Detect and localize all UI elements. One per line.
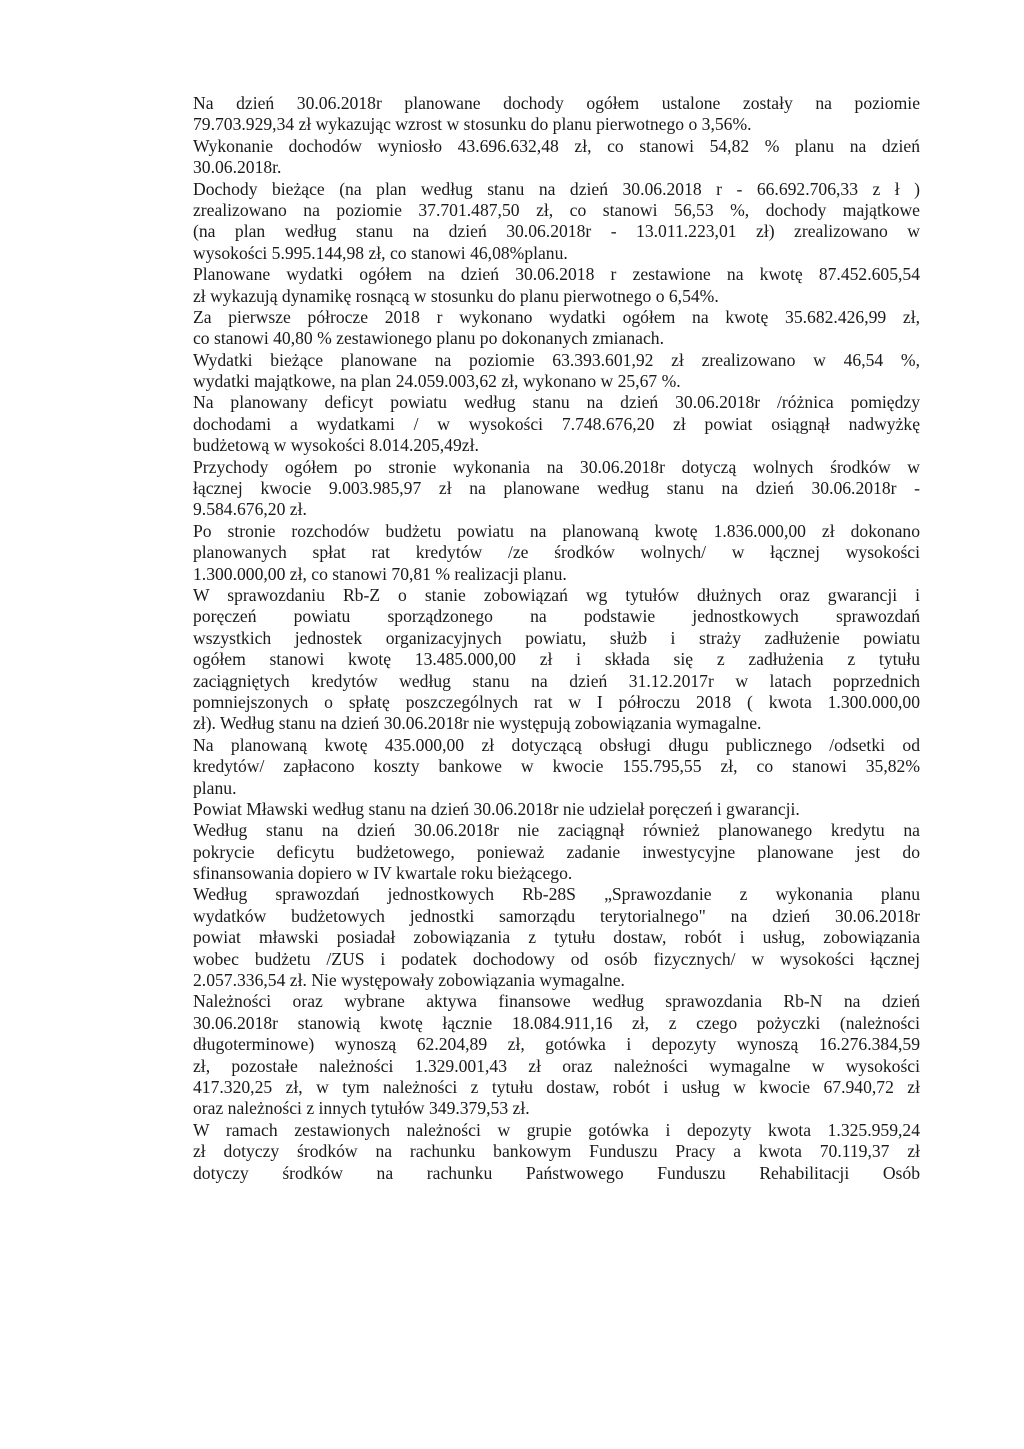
text-line: dotyczy środków na rachunku Państwowego Funduszu Rehabilitacji Osób [193,1162,920,1183]
text-line: Planowane wydatki ogółem na dzień 30.06.2018 r zestawione na kwotę 87.452.605,54 [193,264,920,285]
text-line: W ramach zestawionych należności w grupie gotówka i depozyty kwota 1.325.959,24 [193,1119,920,1140]
text-line: Należności oraz wybrane aktywa finansowe według sprawozdania Rb-N na dzień [193,991,920,1012]
text-line: zł wykazują dynamikę rosnącą w stosunku do planu pierwotnego o 6,54%. [193,285,719,306]
text-line: wydatki majątkowe, na plan 24.059.003,62 zł, wykonano w 25,67 %. [193,371,681,392]
text-line: 30.06.2018r stanowią kwotę łącznie 18.084.911,16 zł, z czego pożyczki (należności [193,1012,920,1033]
text-line: 9.584.676,20 zł. [193,499,307,520]
text-line: poręczeń powiatu sporządzonego na podstawie jednostkowych sprawozdań [193,606,920,627]
text-line: zrealizowano na poziomie 37.701.487,50 zł, co stanowi 56,53 %, dochody majątkowe [193,199,920,220]
text-line: 417.320,25 zł, w tym należności z tytułu dostaw, robót i usług w kwocie 67.940,72 zł [193,1076,920,1097]
text-line: W sprawozdaniu Rb-Z o stanie zobowiązań wg tytułów dłużnych oraz gwarancji i [193,584,920,605]
text-line: 2.057.336,54 zł. Nie występowały zobowiązania wymagalne. [193,970,625,991]
text-line: wobec budżetu /ZUS i podatek dochodowy od osób fizycznych/ w wysokości łącznej [193,948,920,969]
text-line: Po stronie rozchodów budżetu powiatu na planowaną kwotę 1.836.000,00 zł dokonano [193,520,920,541]
text-line: powiat mławski posiadał zobowiązania z tytułu dostaw, robót i usług, zobowiązania [193,927,920,948]
text-line: Wydatki bieżące planowane na poziomie 63.393.601,92 zł zrealizowano w 46,54 %, [193,349,920,370]
text-line: zł, pozostałe należności 1.329.001,43 zł oraz należności wymagalne w wysokości [193,1055,920,1076]
document-body [193,93,920,1184]
text-line: sfinansowania dopiero w IV kwartale roku bieżącego. [193,863,573,884]
text-line: 30.06.2018r. [193,157,282,178]
text-line: długoterminowe) wynoszą 62.204,89 zł, gotówka i depozyty wynoszą 16.276.384,59 [193,1034,920,1055]
text-line: Na dzień 30.06.2018r planowane dochody ogółem ustalone zostały na poziomie [193,93,920,113]
text-line: Wykonanie dochodów wyniosło 43.696.632,48 zł, co stanowi 54,82 % planu na dzień [193,135,920,156]
text-line: Na planowany deficyt powiatu według stanu na dzień 30.06.2018r /różnica pomiędzy [193,392,920,413]
text-line: wysokości 5.995.144,98 zł, co stanowi 46,08%planu. [193,242,568,263]
text-line: 1.300.000,00 zł, co stanowi 70,81 % realizacji planu. [193,563,567,584]
text-line: 79.703.929,34 zł wykazując wzrost w stosunku do planu pierwotnego o 3,56%. [193,114,752,135]
text-line: Powiat Mławski według stanu na dzień 30.06.2018r nie udzielał poręczeń i gwarancji. [193,798,800,819]
text-line: planowanych spłat rat kredytów /ze środków wolnych/ w łącznej wysokości [193,542,920,563]
text-line: zaciągniętych kredytów według stanu na dzień 31.12.2017r w latach poprzednich [193,670,920,691]
text-line: (na plan według stanu na dzień 30.06.2018r - 13.011.223,01 zł) zrealizowano w [193,221,920,242]
text-line: co stanowi 40,80 % zestawionego planu po dokonanych zmianach. [193,328,664,349]
text-line: planu. [193,777,237,798]
text-line: budżetową w wysokości 8.014.205,49zł. [193,435,479,456]
text-line: pomniejszonych o spłatę poszczególnych rat w I półroczu 2018 ( kwota 1.300.000,00 [193,691,920,712]
text-line: pokrycie deficytu budżetowego, ponieważ zadanie inwestycyjne planowane jest do [193,841,920,862]
text-line: Dochody bieżące (na plan według stanu na dzień 30.06.2018 r - 66.692.706,33 z ł ) [193,178,920,199]
text-line: wydatków budżetowych jednostki samorządu terytorialnego" na dzień 30.06.2018r [193,905,920,926]
text-line: zł dotyczy środków na rachunku bankowym Funduszu Pracy a kwota 70.119,37 zł [193,1141,920,1162]
text-line: Na planowaną kwotę 435.000,00 zł dotyczącą obsługi długu publicznego /odsetki od [193,734,920,755]
text-line: dochodami a wydatkami / w wysokości 7.748.676,20 zł powiat osiągnął nadwyżkę [193,413,920,434]
text-line: Według sprawozdań jednostkowych Rb-28S „Sprawozdanie z wykonania planu [193,884,920,905]
text-line: oraz należności z innych tytułów 349.379,53 zł. [193,1098,530,1119]
text-line: kredytów/ zapłacono koszty bankowe w kwocie 155.795,55 zł, co stanowi 35,82% [193,756,920,777]
text-line: ogółem stanowi kwotę 13.485.000,00 zł i składa się z zadłużenia z tytułu [193,649,920,670]
text-line: zł). Według stanu na dzień 30.06.2018r nie występują zobowiązania wymagalne. [193,713,762,734]
text-line: Przychody ogółem po stronie wykonania na 30.06.2018r dotyczą wolnych środków w [193,456,920,477]
text-line: wszystkich jednostek organizacyjnych powiatu, służb i straży zadłużenie powiatu [193,627,920,648]
text-line: Według stanu na dzień 30.06.2018r nie zaciągnął również planowanego kredytu na [193,820,920,841]
text-line: łącznej kwocie 9.003.985,97 zł na planowane według stanu na dzień 30.06.2018r - [193,478,920,499]
text-line: Za pierwsze półrocze 2018 r wykonano wydatki ogółem na kwotę 35.682.426,99 zł, [193,306,920,327]
